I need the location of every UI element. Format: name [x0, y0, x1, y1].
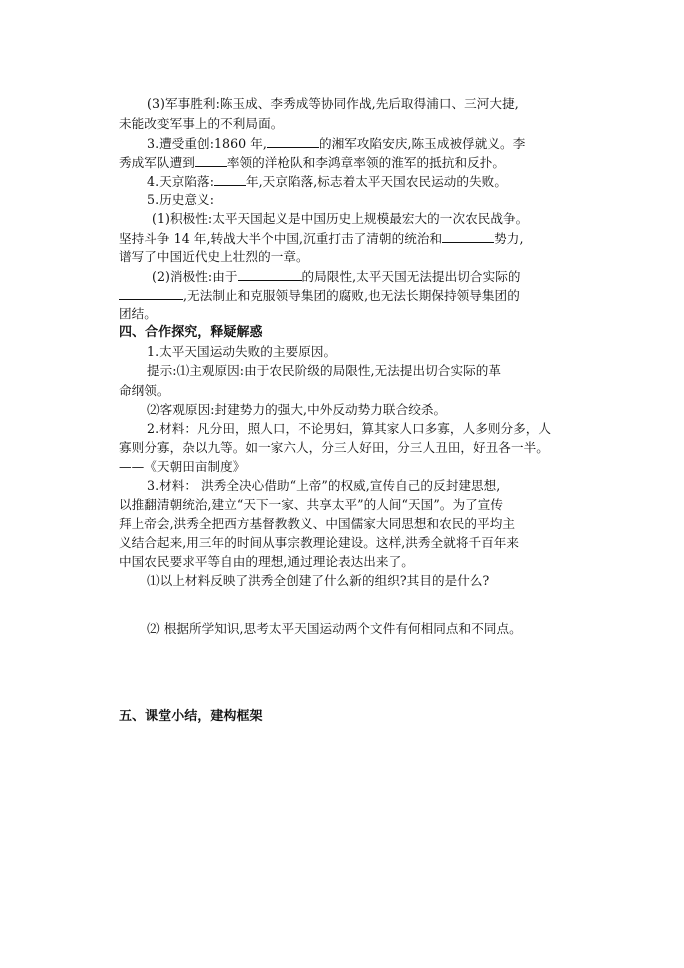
text-line: 1.太平天国运动失败的主要原因。	[147, 344, 337, 359]
text-line: 寡则分寡，杂以九等。如一家六人，分三人好田，分三人丑田，好丑各一半。	[119, 440, 549, 455]
text-segment: 3.遭受重创:1860 年,	[147, 136, 267, 151]
text-line: 命纲领。	[119, 383, 170, 398]
text-line	[119, 287, 520, 304]
text-line: 团结。	[119, 306, 157, 321]
question-text: ⑵ 根据所学知识,思考太平天国运动两个文件有何相同点和不同点。	[147, 621, 522, 636]
text-line: 拜上帝会,洪秀全把西方基督教教义、中国儒家大同思想和农民的平均主	[119, 516, 516, 531]
text-line: 义结合起来,用三年的时间从事宗教理论建设。这样,洪秀全就将千百年来	[119, 535, 520, 550]
text-segment: 4.天京陷落:	[147, 174, 214, 189]
text-line	[147, 173, 507, 190]
text-segment: (2)消极性:由于	[152, 269, 238, 284]
text-line: 未能改变军事上的不利局面。	[119, 116, 284, 131]
fill-blank[interactable]	[238, 268, 302, 281]
fill-blank[interactable]	[119, 287, 183, 300]
text-segment: 的局限性,太平天国无法提出切合实际的	[301, 269, 521, 284]
text-line: 中国农民要求平等自由的理想,通过理论表达出来了。	[119, 554, 414, 569]
text-segment: 势力,	[494, 231, 524, 246]
section-heading: 五、课堂小结，建构框架	[119, 709, 263, 724]
source-citation: ——《天朝田亩制度》	[119, 459, 246, 474]
text-segment: 坚持斗争 14 年,转战大半个中国,沉重打击了清朝的统治和	[119, 231, 443, 246]
fill-blank[interactable]	[195, 154, 227, 167]
fill-blank[interactable]	[442, 230, 494, 243]
text-segment: 秀成军队遭到	[119, 155, 195, 170]
text-line: 3.材料： 洪秀全决心借助“上帝”的权威,宣传自己的反封建思想,	[147, 478, 501, 493]
question-text: ⑴以上材料反映了洪秀全创建了什么新的组织?其目的是什么?	[147, 573, 490, 588]
text-line: 2.材料：凡分田，照人口，不论男妇，算其家人口多寡，人多则分多，人	[147, 421, 552, 436]
text-line: (1)积极性:太平天国起义是中国历史上规模最宏大的一次农民战争。	[152, 211, 529, 226]
text-line: 提示:⑴主观原因:由于农民阶级的局限性,无法提出切合实际的革	[147, 363, 502, 378]
text-line: (3)军事胜利:陈玉成、李秀成等协同作战,先后取得浦口、三河大捷,	[147, 96, 519, 111]
text-line: 5.历史意义:	[147, 192, 214, 207]
text-line	[119, 154, 505, 171]
fill-blank[interactable]	[267, 135, 319, 148]
text-segment: 年,天京陷落,标志着太平天国农民运动的失败。	[245, 174, 507, 189]
text-line: 谱写了中国近代史上壮烈的一章。	[119, 249, 309, 264]
text-segment: 的湘军攻陷安庆,陈玉成被俘就义。李	[318, 136, 526, 151]
text-line: 以推翻清朝统治,建立“天下一家、共享太平”的人间“天国”。为了宣传	[119, 497, 504, 512]
fill-blank[interactable]	[214, 173, 246, 186]
text-line	[119, 230, 524, 247]
text-line	[152, 268, 521, 285]
section-heading: 四、合作探究，释疑解惑	[119, 325, 263, 340]
text-segment: 率领的洋枪队和李鸿章率领的淮军的抵抗和反扑。	[226, 155, 506, 170]
text-line	[147, 135, 525, 152]
text-segment: ,无法制止和克服领导集团的腐败,也无法长期保持领导集团的	[183, 288, 520, 303]
text-line: ⑵客观原因:封建势力的强大,中外反动势力联合绞杀。	[147, 402, 447, 417]
